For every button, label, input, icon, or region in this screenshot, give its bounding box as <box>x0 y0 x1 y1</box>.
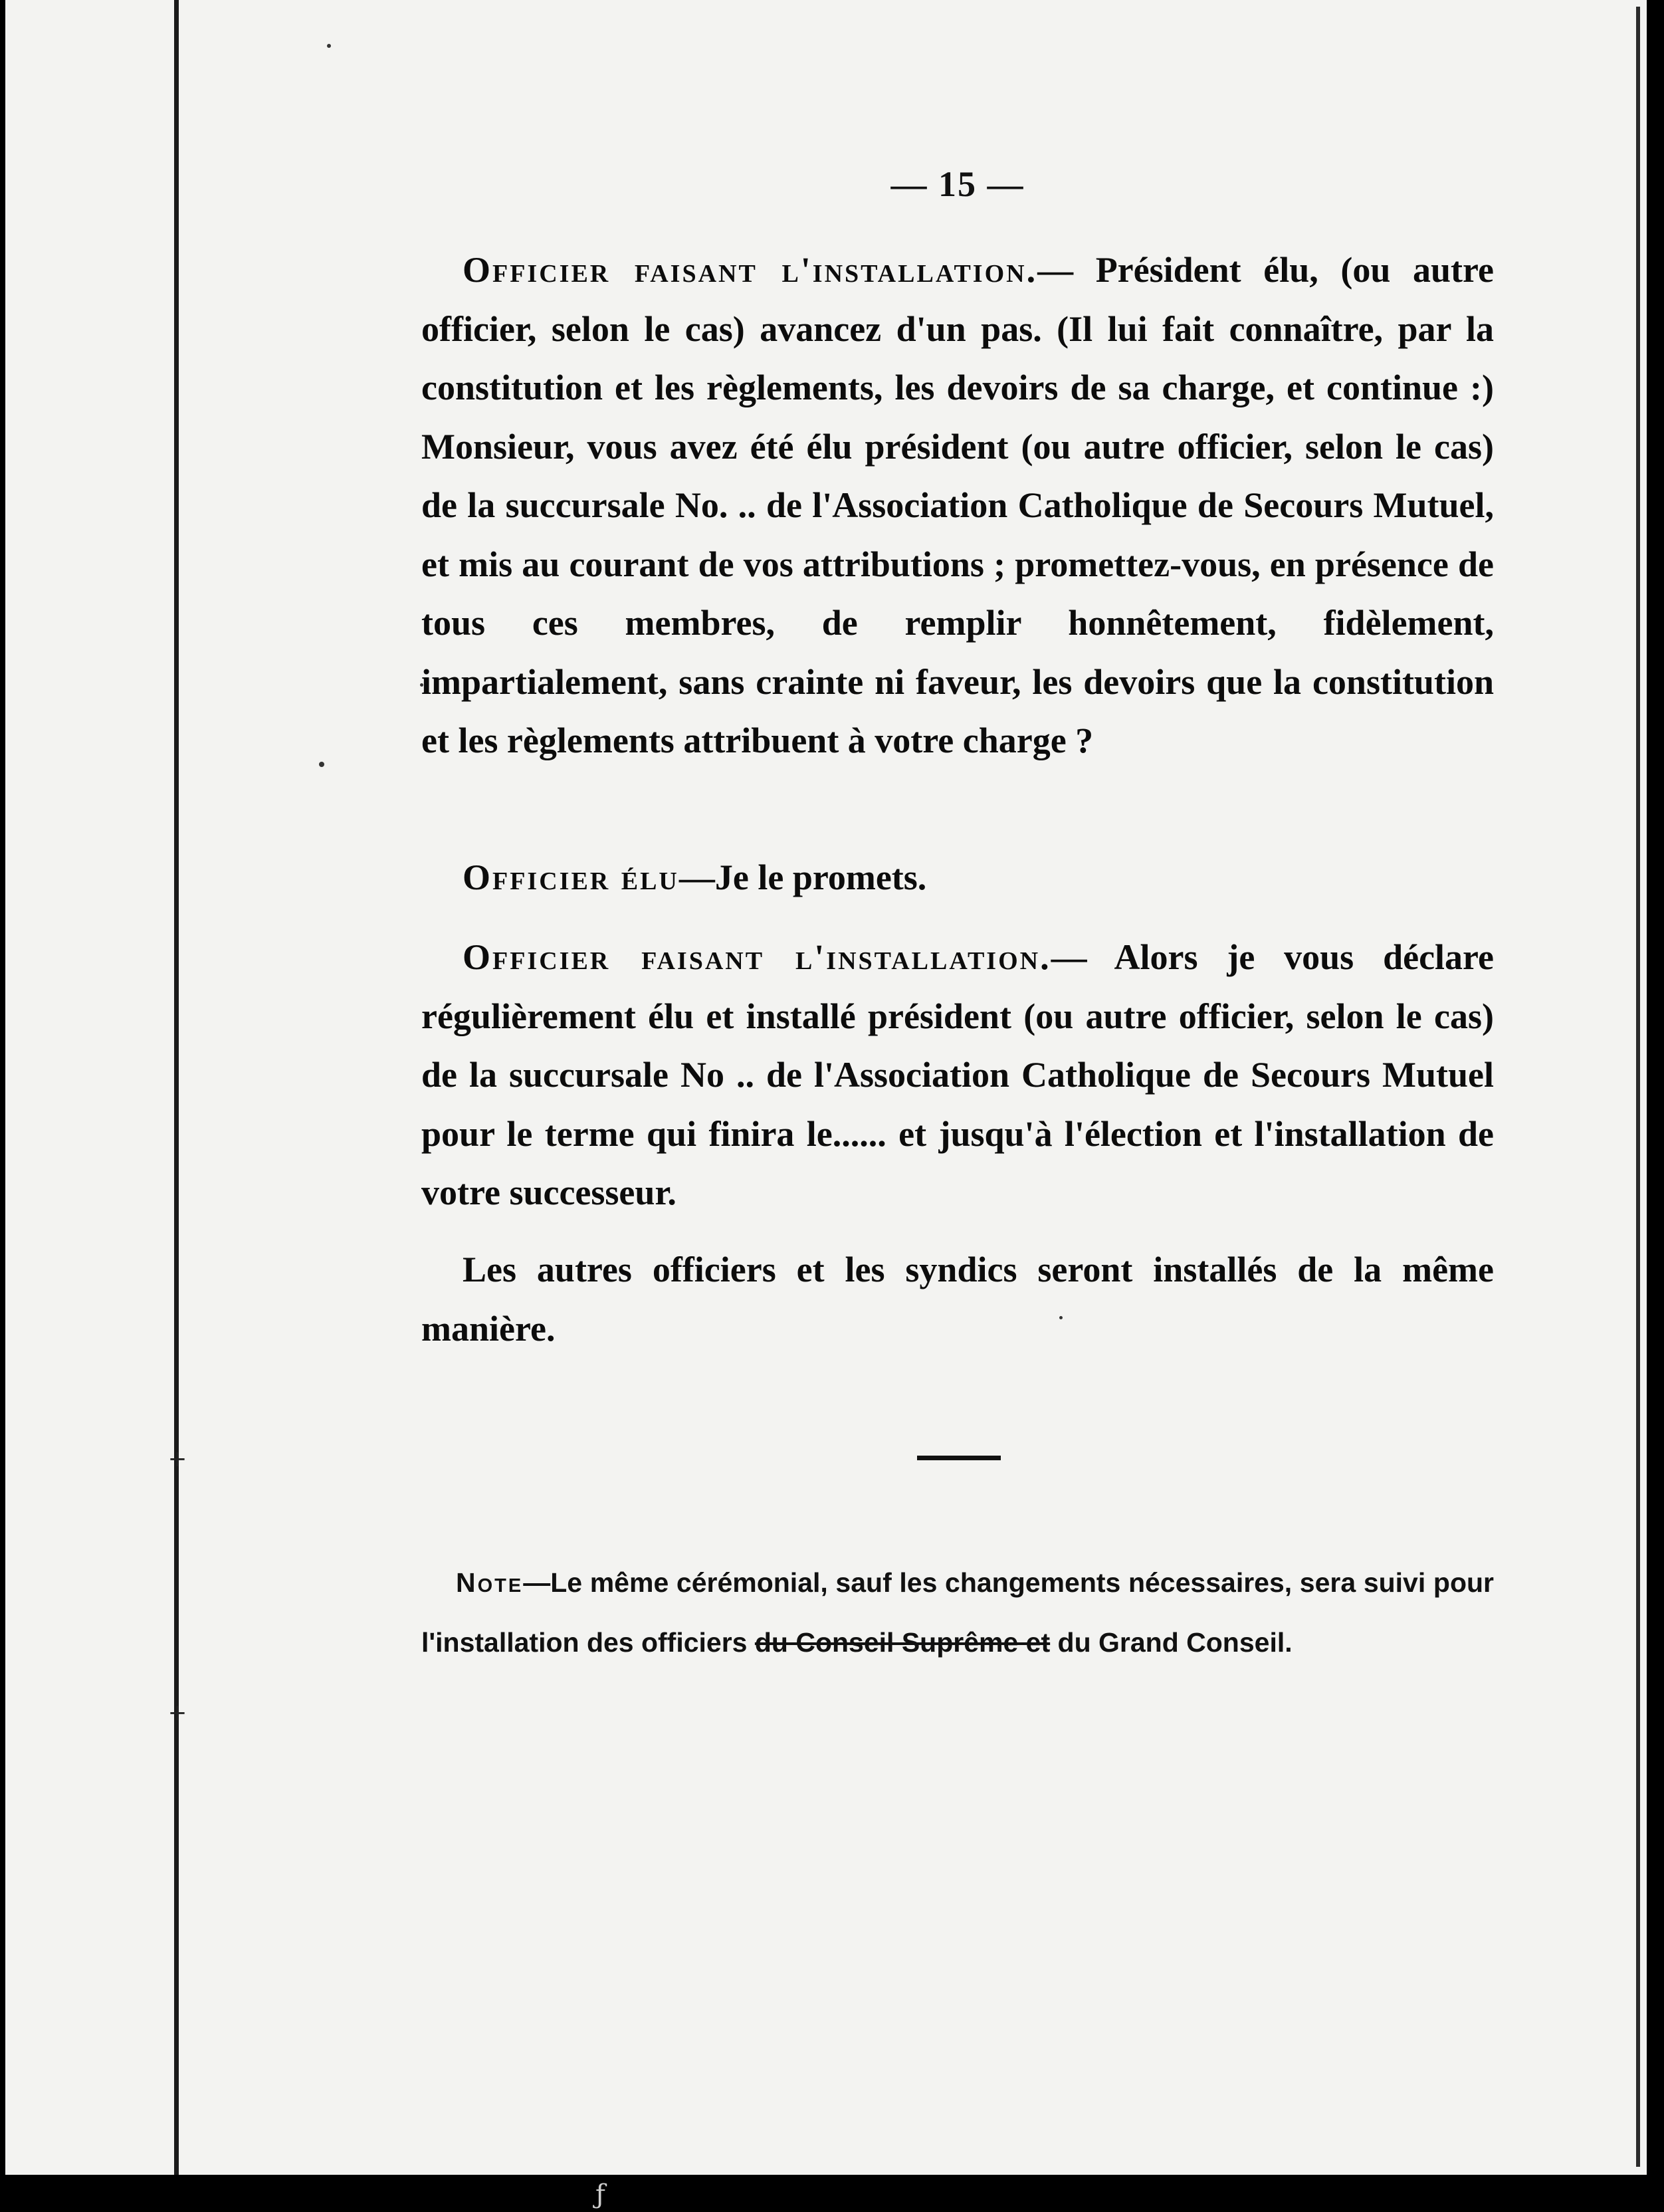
note-label: Note <box>456 1567 524 1598</box>
paper-speck <box>319 762 324 767</box>
speaker-label: Officier faisant l'installation. <box>463 937 1051 977</box>
speaker-label: Officier élu <box>463 857 679 897</box>
paragraph-text: —Je le promets. <box>678 857 927 897</box>
scan-artifact-mark: ƒ <box>595 2179 605 2210</box>
paragraph-elected-reply <box>421 848 1494 907</box>
page-number: — 15 — <box>890 164 1025 204</box>
binding-stitch-mark: + <box>167 1446 187 1472</box>
note-text: —Le même cérémonial, sauf les changements nécessaires, sera suivi pour l'installation des officiers <box>421 1567 1494 1658</box>
paragraph-text: — Président élu, (ou autre officier, selon le cas) avancez d'un pas. (Il lui fait connaître, par la constitution et les règlements, les devoirs de sa charge, et continue :) Monsieur, vous avez été élu président (ou autre officier, selon le cas) de la succursale No. .. de l'Association Catholique de Secours Mutuel, et mis au courant de vos attributions ; promettez-vous, en présence de tous ces membres, de remplir honnêtement, fidèlement, impartialement, sans crainte ni faveur, les devoirs que la constitution et les règlements attribuent à votre charge ? <box>421 250 1494 760</box>
binding-edge <box>174 0 179 2175</box>
struck-out-text: du Conseil Suprême et <box>754 1627 1051 1658</box>
paragraph-installation-speech <box>421 241 1494 770</box>
paragraph-declaration <box>421 928 1494 1222</box>
page-right-edge-line <box>1636 7 1640 2167</box>
section-divider <box>917 1456 1001 1460</box>
paragraph-other-officers <box>421 1240 1494 1358</box>
scan-right-border <box>1647 0 1664 2175</box>
paper-speck <box>327 44 331 48</box>
speaker-label: Officier faisant l'installation. <box>463 250 1038 290</box>
footnote <box>421 1553 1494 1672</box>
paragraph-text: Les autres officiers et les syndics seront installés de la même manière. <box>421 1250 1494 1349</box>
binding-stitch-mark: + <box>167 1700 187 1726</box>
paragraph-text: — Alors je vous déclare régulièrement élu et installé président (ou autre officier, selon le cas) de la succursale No .. de l'Association Catholique de Secours Mutuel pour le terme qui finira le...... et jusqu'à l'élection et l'installation de votre successeur. <box>421 937 1494 1212</box>
note-text-end: du Grand Conseil. <box>1050 1627 1293 1658</box>
